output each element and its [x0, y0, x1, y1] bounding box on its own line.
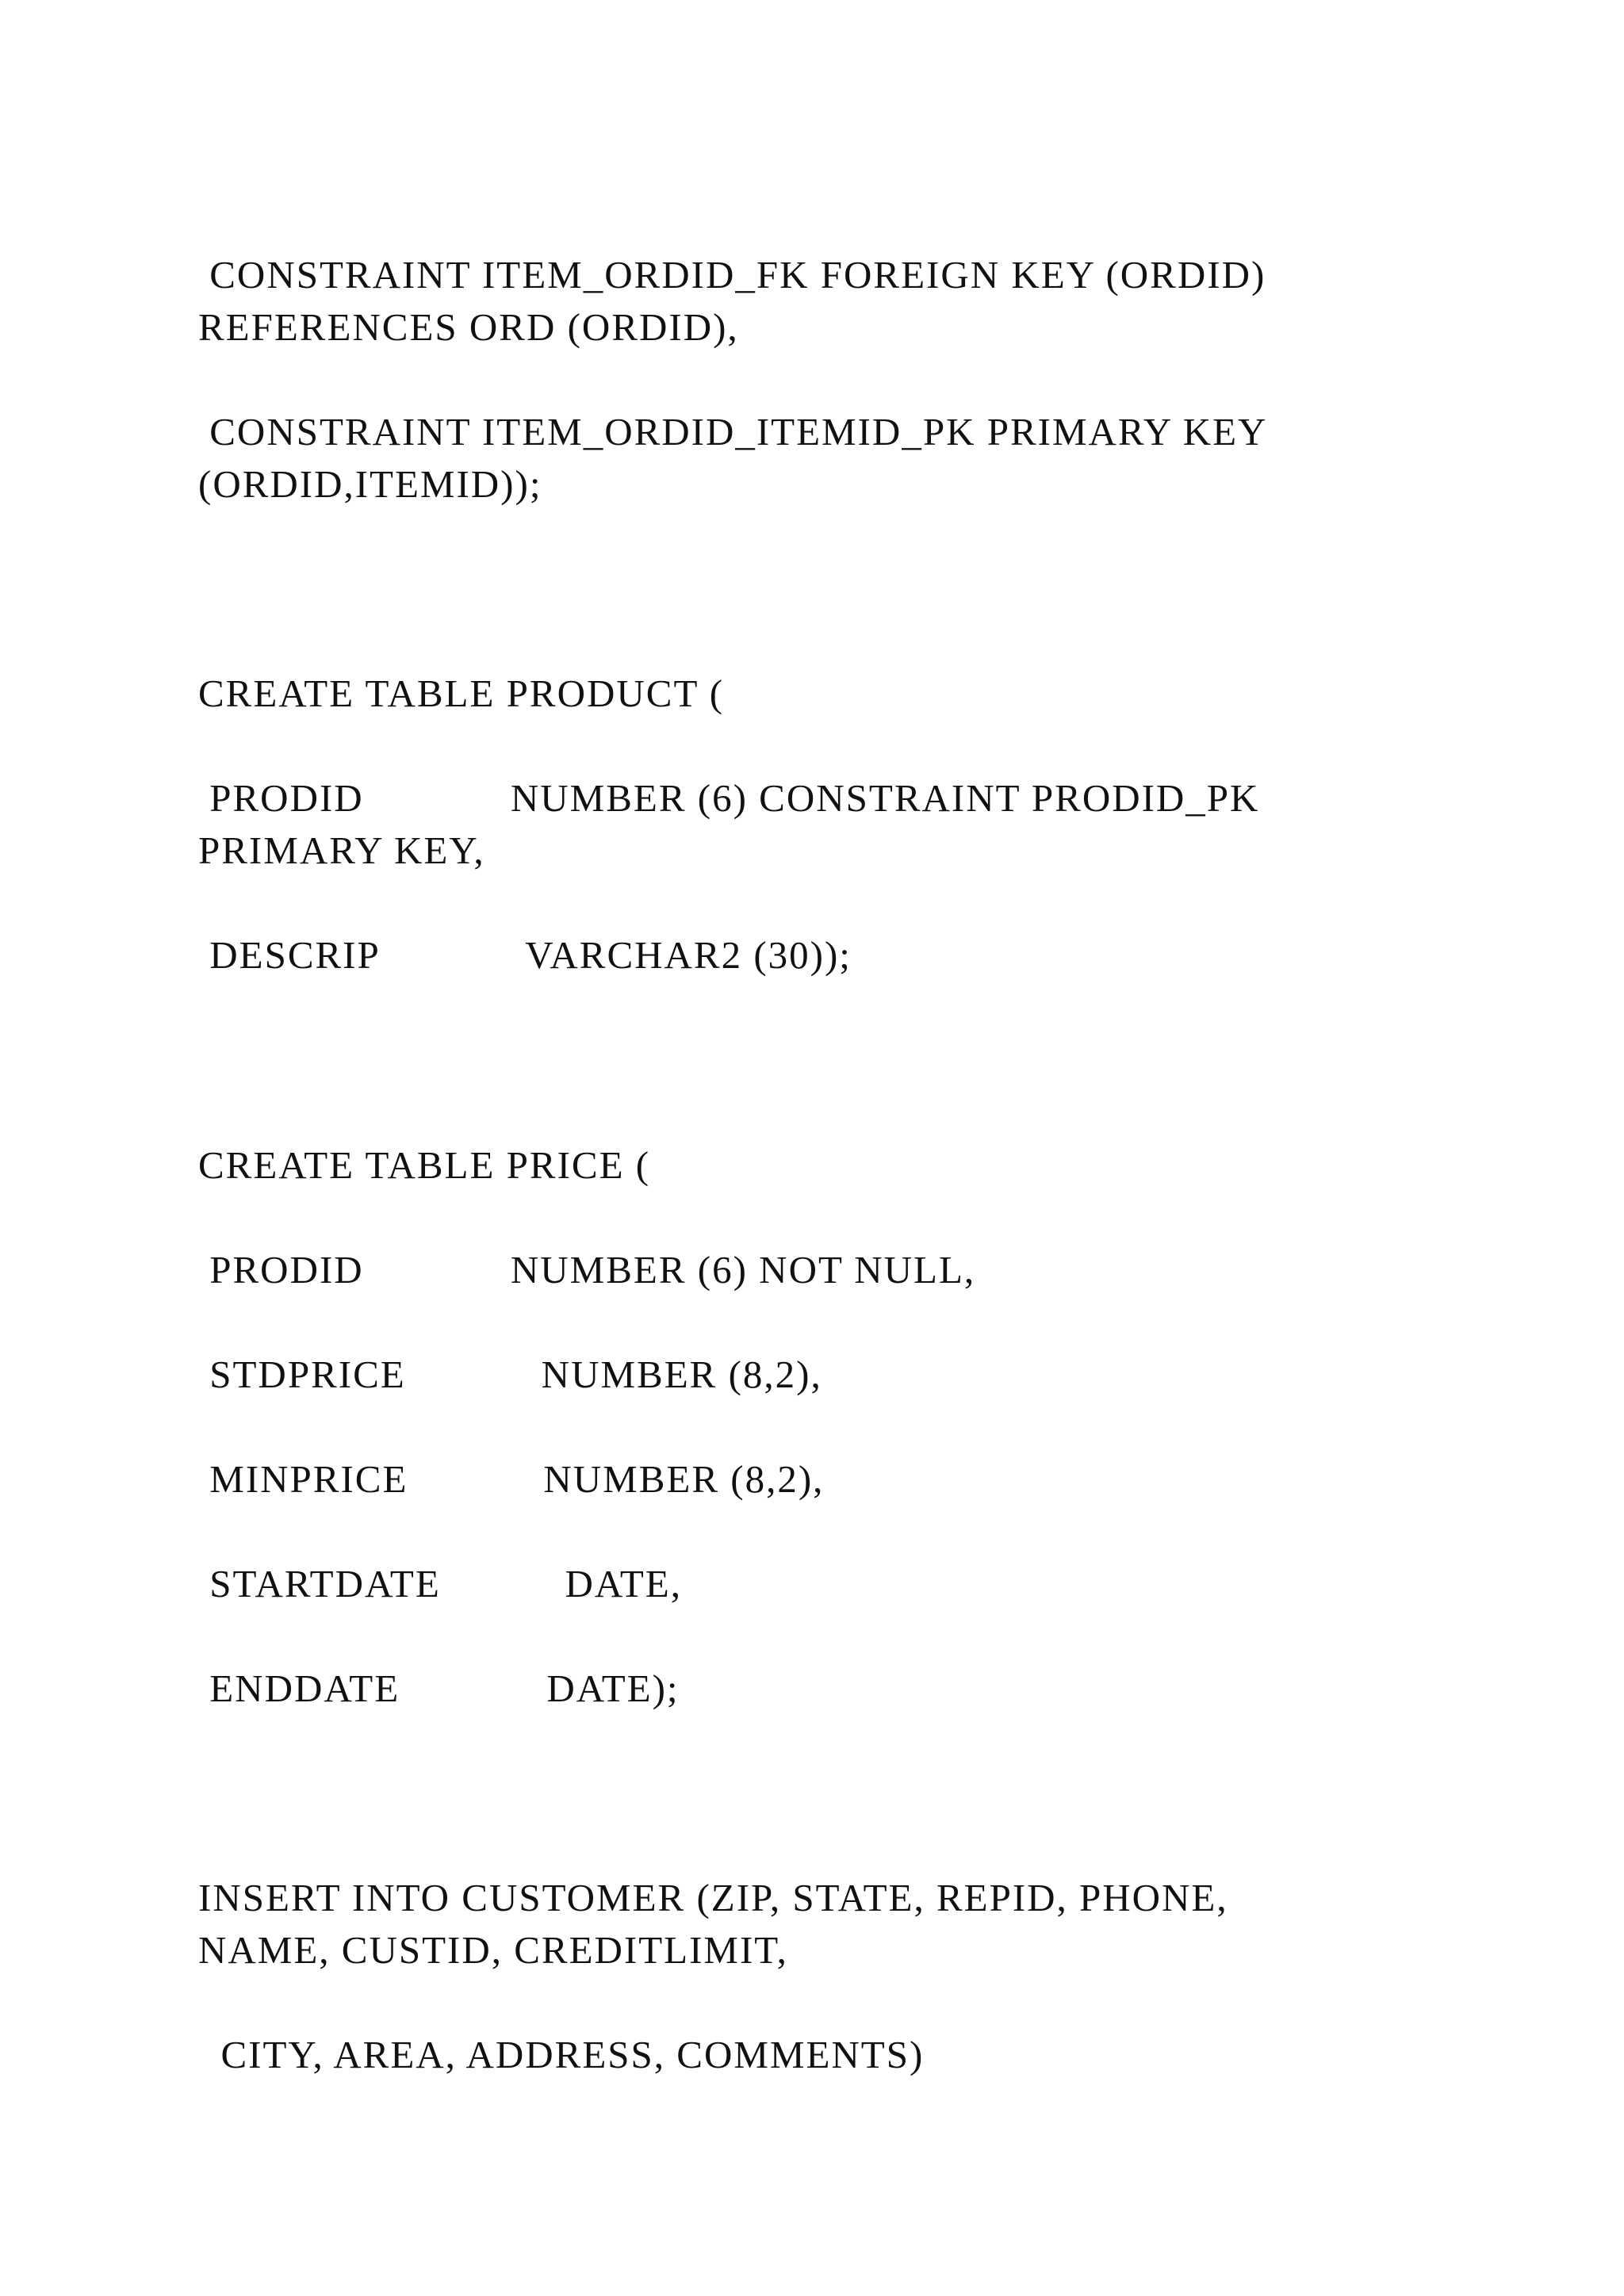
text-line: PRODID NUMBER (6) CONSTRAINT PRODID_PK: [198, 776, 1260, 820]
text-line: CREATE TABLE PRODUCT (: [198, 672, 725, 715]
text-line: INSERT INTO CUSTOMER (ZIP, STATE, REPID, PHONE,: [198, 1876, 1228, 1919]
text-line: CONSTRAINT ITEM_ORDID_ITEMID_PK PRIMARY KEY: [198, 410, 1268, 453]
text-line: DESCRIP VARCHAR2 (30));: [198, 933, 852, 977]
text-line: PRODID NUMBER (6) NOT NULL,: [198, 1248, 976, 1292]
text-line: (ORDID,ITEMID));: [198, 462, 542, 506]
text-line: STDPRICE NUMBER (8,2),: [198, 1353, 822, 1396]
text-line: CITY, AREA, ADDRESS, COMMENTS): [198, 2033, 925, 2076]
text-line: REFERENCES ORD (ORDID),: [198, 305, 739, 349]
text-line: CREATE TABLE PRICE (: [198, 1143, 651, 1187]
text-line: ENDDATE DATE);: [198, 1667, 680, 1710]
text-line: MINPRICE NUMBER (8,2),: [198, 1457, 825, 1501]
text-line: PRIMARY KEY,: [198, 828, 485, 872]
text-line: NAME, CUSTID, CREDITLIMIT,: [198, 1928, 788, 1972]
text-line: STARTDATE DATE,: [198, 1562, 682, 1605]
text-line: CONSTRAINT ITEM_ORDID_FK FOREIGN KEY (ORDID): [198, 253, 1266, 297]
